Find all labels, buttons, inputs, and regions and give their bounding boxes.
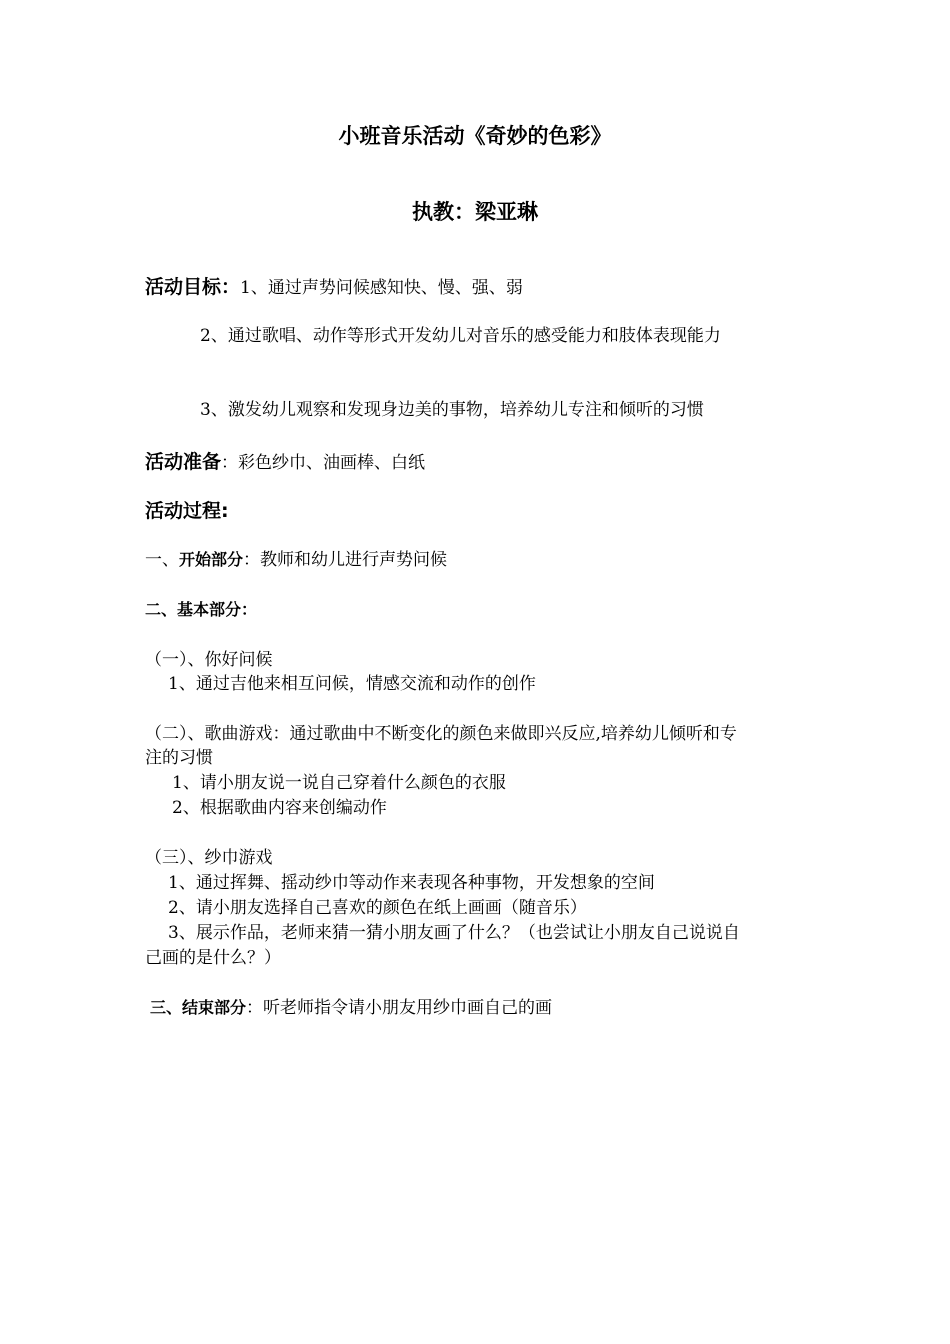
sub3-item-1: 1、通过挥舞、摇动纱巾等动作来表现各种事物，开发想象的空间 — [168, 873, 655, 893]
preparation-row — [145, 450, 425, 475]
goal-item-3: 3、激发幼儿观察和发现身边美的事物，培养幼儿专注和倾听的习惯 — [200, 400, 704, 420]
sub3-item-3-line-1: 3、展示作品，老师来猜一猜小朋友画了什么？（也尝试让小朋友自己说说自 — [168, 923, 740, 943]
sub3-title: （三）、纱巾游戏 — [145, 848, 273, 868]
teacher-line: 执教：梁亚琳 — [412, 200, 538, 224]
preparation-label: 活动准备 — [145, 451, 222, 473]
sub2-item-1: 1、请小朋友说一说自己穿着什么颜色的衣服 — [172, 773, 506, 793]
preparation-text: ：彩色纱巾、油画棒、白纸 — [221, 453, 426, 473]
goal-item-1: 1、通过声势问候感知快、慢、强、弱 — [240, 278, 523, 298]
sub2-item-2: 2、根据歌曲内容来创编动作 — [172, 798, 387, 818]
goals-label: 活动目标： — [145, 276, 241, 298]
part3-label: 三、结束部分 — [150, 998, 247, 1017]
document-title: 小班音乐活动《奇妙的色彩》 — [338, 124, 612, 148]
sub3-item-3-line-2: 己画的是什么？） — [145, 948, 281, 968]
goals-row — [145, 275, 523, 300]
goal-item-2: 2、通过歌唱、动作等形式开发幼儿对音乐的感受能力和肢体表现能力 — [200, 326, 721, 346]
part1-prefix: 一、 — [145, 550, 179, 570]
sub2-title-line-2: 注的习惯 — [145, 748, 213, 768]
part2-heading: 二、基本部分： — [145, 600, 258, 619]
part1-text: ：教师和幼儿进行声势问候 — [243, 550, 448, 570]
sub1-title: （一）、你好问候 — [145, 650, 273, 670]
part3-row — [150, 996, 552, 1020]
part1-row — [145, 548, 447, 572]
part3-text: ：听老师指令请小朋友用纱巾画自己的画 — [246, 998, 553, 1018]
sub3-item-2: 2、请小朋友选择自己喜欢的颜色在纸上画画（随音乐） — [168, 898, 587, 918]
sub2-title-line-1: （二）、歌曲游戏：通过歌曲中不断变化的颜色来做即兴反应,培养幼儿倾听和专 — [145, 724, 737, 744]
process-heading: 活动过程: — [145, 500, 229, 522]
part1-label: 开始部分 — [179, 550, 244, 569]
sub1-item-1: 1、通过吉他来相互问候，情感交流和动作的创作 — [168, 674, 536, 694]
